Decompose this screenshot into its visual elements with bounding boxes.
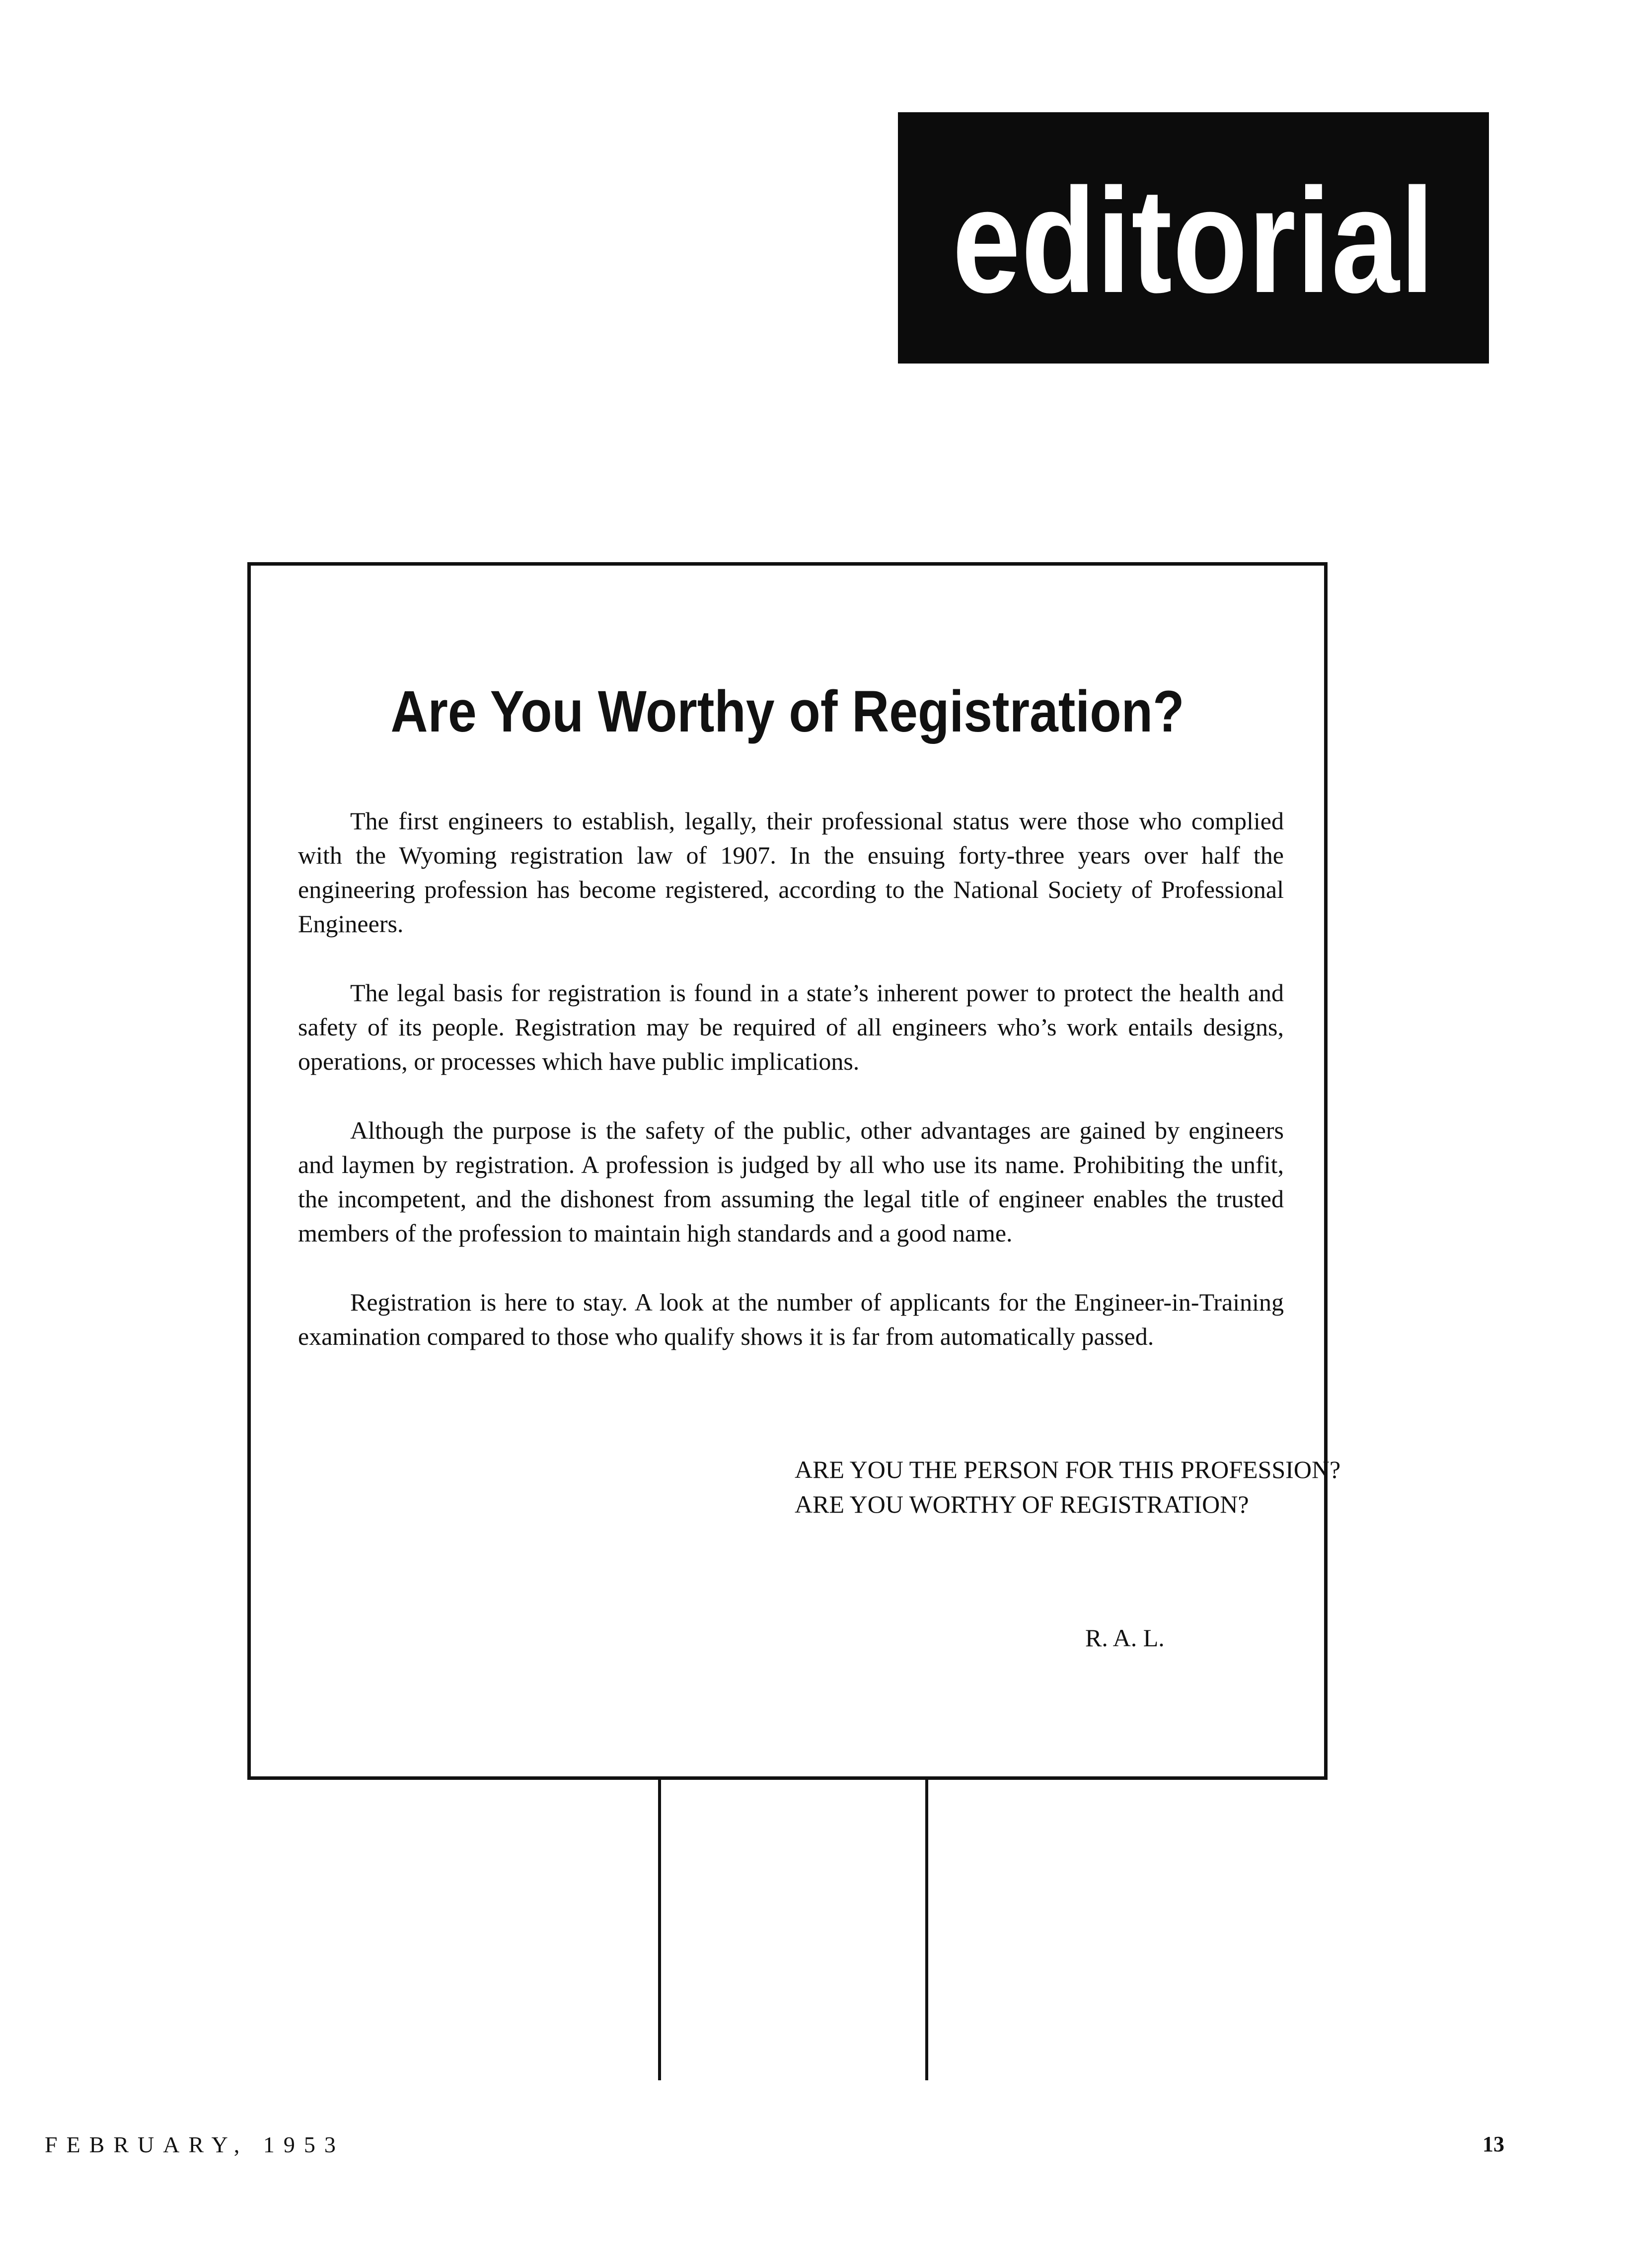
issue-date: FEBRUARY, 1953	[45, 2132, 345, 2157]
closing-questions	[795, 1452, 1340, 1522]
page-number: 13	[1482, 2132, 1504, 2156]
paragraph-4: Registration is here to stay. A look at the number of applicants for the Engineer-in-Training examination compared to those who qualify shows it is far from automatically passed.	[298, 1288, 1284, 1350]
article-title: Are You Worthy of Registration?	[390, 679, 1185, 744]
author-initials: R. A. L.	[1085, 1624, 1165, 1652]
article-body	[298, 804, 1284, 1389]
question-1: ARE YOU THE PERSON FOR THIS PROFESSION?	[795, 1456, 1341, 1483]
sign-post-right	[925, 1780, 928, 2080]
editorial-label: editorial	[952, 157, 1435, 324]
question-2: ARE YOU WORTHY OF REGISTRATION?	[795, 1490, 1249, 1518]
paragraph-3: Although the purpose is the safety of the public, other advantages are gained by engineers and laymen by registration. A profession is judged by all who use its name. Prohibiting the unfit, the incompetent, and the dishonest from assuming the legal title of engineer enables the trusted members of the profession to maintain high standards and a good name.	[298, 1116, 1284, 1247]
editorial-banner	[898, 112, 1489, 364]
sign-board	[247, 562, 1341, 1780]
paragraph-1: The first engineers to establish, legally, their professional status were those who complied with the Wyoming registration law of 1907. In the ensuing forty-three years over half the engineering profession has become registered, according to the National Society of Professional Engineers.	[298, 807, 1284, 938]
sign-post-left	[658, 1780, 661, 2080]
paragraph-2: The legal basis for registration is found in a state’s inherent power to protect the health and safety of its people. Registration may be required of all engineers who’s work entails designs, operations, or processes which have public implications.	[298, 979, 1284, 1075]
